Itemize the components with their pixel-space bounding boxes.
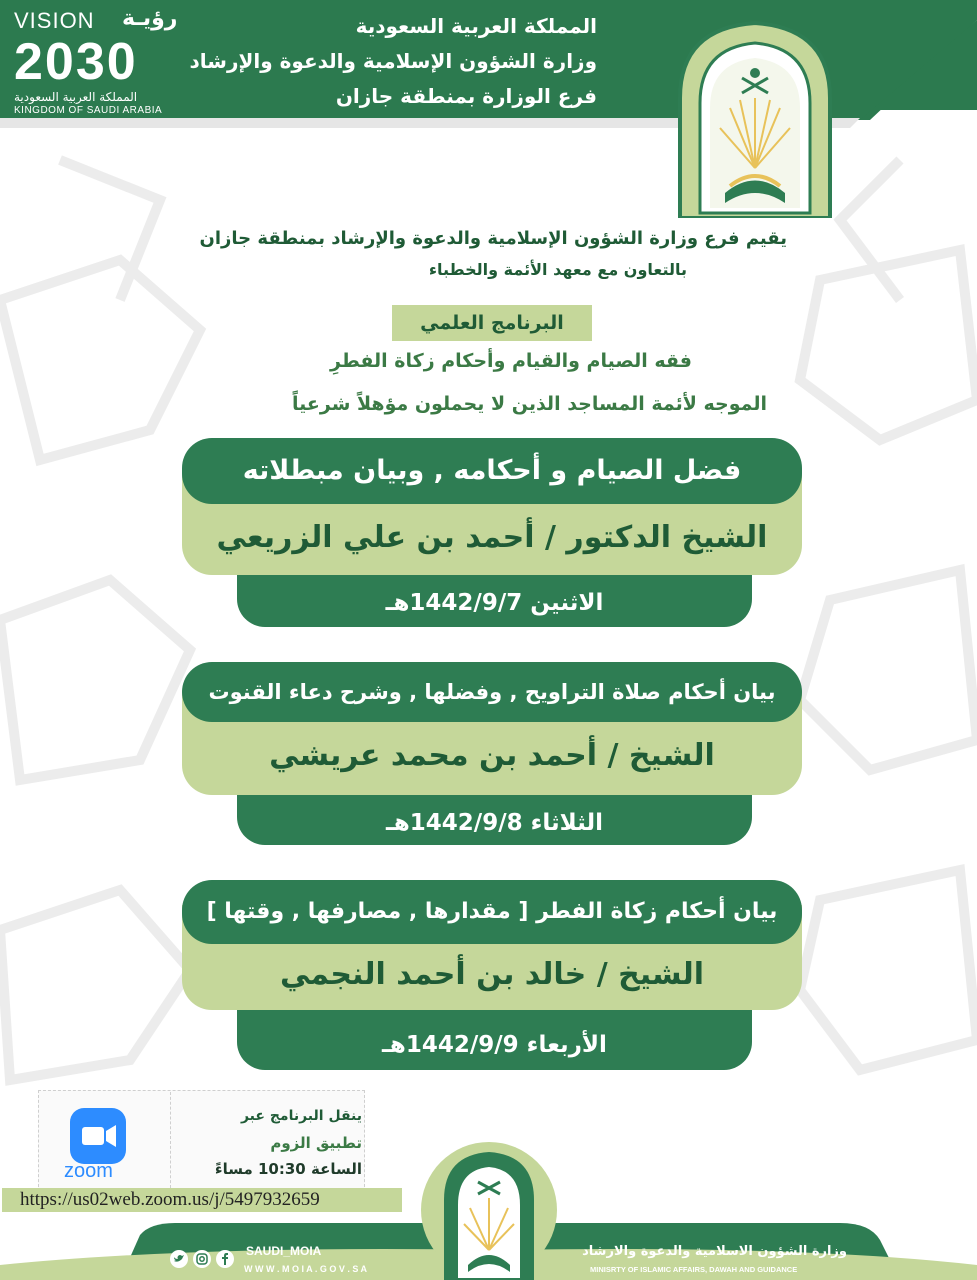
twitter-icon[interactable] [170,1250,188,1268]
intro-line-2: بالتعاون مع معهد الأئمة والخطباء [428,260,687,279]
footer-ministry-ar: وزارة الشؤون الاسلامية والدعوة والارشاد [582,1244,847,1259]
vision-kingdom-en: KINGDOM OF SAUDI ARABIA [14,105,163,116]
footer-ministry-logo-icon [418,1140,560,1280]
footer-handle: SAUDI_MOIA [246,1244,322,1258]
facebook-icon[interactable] [216,1250,234,1268]
lecture-2-speaker: الشيخ / أحمد بن محمد عريشي [269,738,715,773]
intro-line-1: يقيم فرع وزارة الشؤون الإسلامية والدعوة والإرشاد بمنطقة جازان [199,228,787,249]
vision-arabic: رؤيـة [122,6,178,31]
zoom-divider [170,1092,171,1188]
zoom-meeting-link[interactable]: https://us02web.zoom.us/j/5497932659 [2,1188,402,1212]
vision-word: VISION [14,8,95,33]
lecture-3-title: بيان أحكام زكاة الفطر [ مقدارها , مصارفها , وقتها ] [182,880,802,944]
header-line-3: فرع الوزارة بمنطقة جازان [335,84,597,108]
zoom-line-3: الساعة 10:30 مساءً [214,1160,362,1178]
program-audience: الموجه لأئمة المساجد الذين لا يحملون مؤهلاً شرعياً [292,393,767,415]
lecture-1-title: فضل الصيام و أحكامه , وبيان مبطلاته [182,438,802,504]
zoom-logo-text: zoom [64,1160,113,1182]
footer-website[interactable]: W W W . M O I A . G O V . S A [244,1264,367,1274]
program-label: البرنامج العلمي [392,305,592,341]
vision-kingdom-ar: المملكة العربية السعودية [14,90,138,104]
lecture-3-date: الأربعاء 1442/9/9هـ [237,1010,752,1070]
lecture-1-speaker: الشيخ الدكتور / أحمد بن علي الزريعي [216,520,768,555]
lecture-1-date: الاثنين 1442/9/7هـ [237,575,752,627]
header-line-1: المملكة العربية السعودية [355,14,597,38]
zoom-line-2: تطبيق الزوم [270,1134,362,1152]
lecture-3-speaker: الشيخ / خالد بن أحمد النجمي [279,957,705,992]
lecture-2-title: بيان أحكام صلاة التراويح , وفضلها , وشرح دعاء القنوت [182,662,802,722]
instagram-icon[interactable] [193,1250,211,1268]
program-topic: فقه الصيام والقيام وأحكام زكاة الفطرِ [330,350,692,372]
header-line-2: وزارة الشؤون الإسلامية والدعوة والإرشاد [189,49,597,73]
ministry-logo-icon [670,18,840,218]
footer-ministry-en: MINISRTY OF ISLAMIC AFFAIRS, DAWAH AND GUIDANCE [590,1265,798,1274]
vision-year: 2030 [14,33,138,91]
lecture-2-date: الثلاثاء 1442/9/8هـ [237,795,752,845]
zoom-line-1: ينقل البرنامج عبر [240,1108,362,1124]
